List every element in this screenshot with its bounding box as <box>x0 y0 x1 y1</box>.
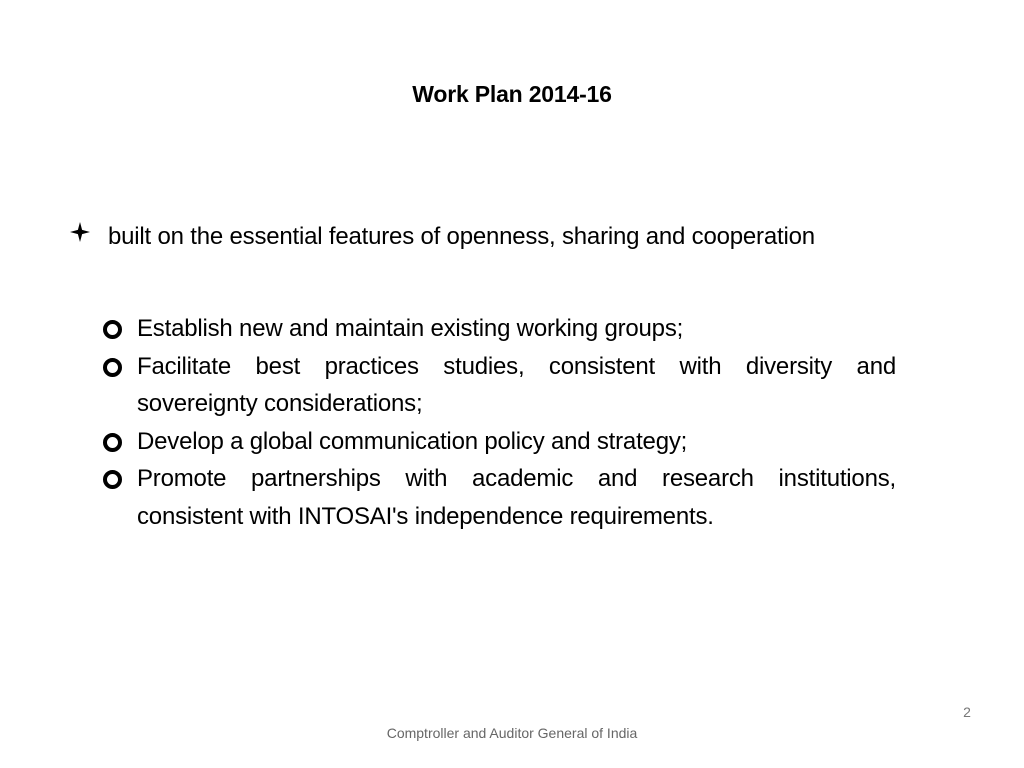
sub-bullet-text: Promote partnerships with academic and research institutions, consistent with INTOSAI's independence requirements. <box>137 465 896 530</box>
four-point-star-icon <box>70 222 90 242</box>
sub-bullet-item <box>103 423 896 461</box>
sub-bullet-list <box>103 310 896 535</box>
hollow-circle-bullet-icon <box>103 470 122 489</box>
slide-title: Work Plan 2014-16 <box>412 81 612 107</box>
page-number: 2 <box>963 704 971 720</box>
sub-bullet-item <box>103 460 896 535</box>
sub-bullet-item <box>103 348 896 423</box>
sub-bullet-text: Establish new and maintain existing working groups; <box>137 315 684 342</box>
hollow-circle-bullet-icon <box>103 358 122 377</box>
main-bullet <box>70 218 896 256</box>
sub-bullet-item <box>103 310 896 348</box>
main-bullet-text: built on the essential features of openness, sharing and cooperation <box>108 223 815 250</box>
footer-text: Comptroller and Auditor General of India <box>386 725 638 741</box>
sub-bullet-text: Develop a global communication policy and strategy; <box>137 427 688 455</box>
hollow-circle-bullet-icon <box>103 433 122 452</box>
hollow-circle-bullet-icon <box>103 320 122 339</box>
sub-bullet-text: Facilitate best practices studies, consistent with diversity and sovereignty considerations; <box>137 352 896 417</box>
